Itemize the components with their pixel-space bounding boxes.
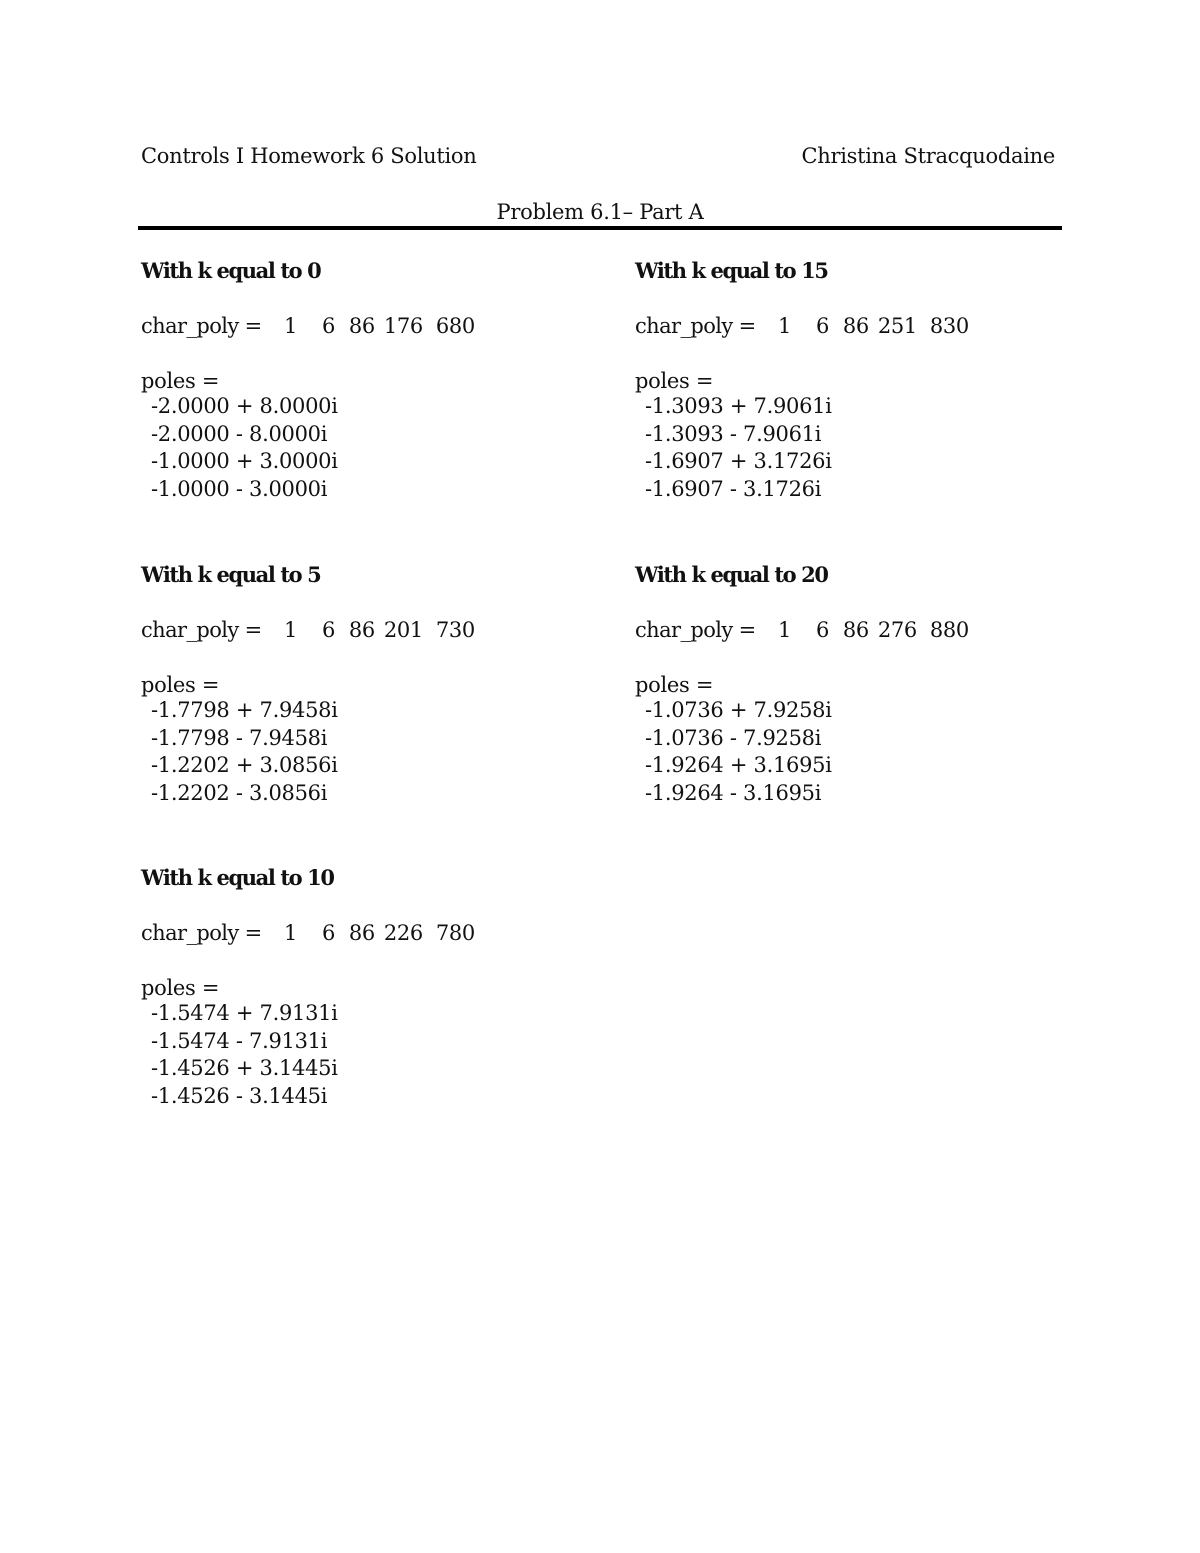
coefficient: 6 <box>321 618 335 642</box>
block-heading: With k equal to 10 <box>141 865 334 890</box>
block-heading: With k equal to 5 <box>141 562 321 587</box>
coefficient: 1 <box>778 618 792 642</box>
pole-value: -1.7798 + 7.9458i <box>151 698 338 722</box>
char-poly-label: char_poly = <box>635 618 756 642</box>
coefficient: 680 <box>435 314 475 338</box>
pole-value: -2.0000 - 8.0000i <box>151 421 328 446</box>
char-poly-label: char_poly = <box>635 314 756 338</box>
pole-value: -1.5474 - 7.9131i <box>151 1028 328 1053</box>
pole-value: -1.4526 + 3.1445i <box>151 1056 338 1080</box>
block-heading: With k equal to 20 <box>635 562 828 587</box>
coefficient: 6 <box>321 921 335 945</box>
poles-label: poles = <box>141 369 220 393</box>
block-heading: With k equal to 0 <box>141 258 321 283</box>
pole-value: -1.9264 + 3.1695i <box>645 753 832 777</box>
coefficient: 86 <box>348 314 375 338</box>
coefficient: 86 <box>348 618 375 642</box>
coefficient: 1 <box>284 618 298 642</box>
char-poly-line <box>141 917 601 949</box>
k-block-5 <box>141 559 601 807</box>
coefficient: 86 <box>842 314 869 338</box>
block-heading: With k equal to 15 <box>635 258 828 283</box>
pole-value: -2.0000 + 8.0000i <box>151 394 338 418</box>
coefficient: 1 <box>284 921 298 945</box>
document-title: Controls I Homework 6 Solution <box>141 144 477 168</box>
coefficient: 276 <box>877 618 917 642</box>
k-block-20 <box>635 559 1095 807</box>
pole-value: -1.0000 + 3.0000i <box>151 449 338 473</box>
pole-list <box>141 697 601 807</box>
coefficient: 730 <box>435 618 475 642</box>
pole-value: -1.3093 + 7.9061i <box>645 394 832 418</box>
poles-label: poles = <box>141 673 220 697</box>
pole-value: -1.2202 - 3.0856i <box>151 780 328 805</box>
pole-value: -1.2202 + 3.0856i <box>151 753 338 777</box>
coefficient: 226 <box>383 921 423 945</box>
pole-value: -1.4526 - 3.1445i <box>151 1083 328 1108</box>
char-poly-label: char_poly = <box>141 921 262 945</box>
coefficient: 830 <box>929 314 969 338</box>
pole-list <box>635 697 1095 807</box>
char-poly-line <box>141 310 601 342</box>
coefficient: 6 <box>815 618 829 642</box>
pole-value: -1.6907 - 3.1726i <box>645 476 822 501</box>
title-rule <box>138 226 1062 230</box>
coefficient: 780 <box>435 921 475 945</box>
coefficient: 86 <box>842 618 869 642</box>
coefficient: 201 <box>383 618 423 642</box>
coefficient: 6 <box>321 314 335 338</box>
pole-value: -1.3093 - 7.9061i <box>645 421 822 446</box>
pole-value: -1.6907 + 3.1726i <box>645 449 832 473</box>
k-block-15 <box>635 255 1095 503</box>
pole-value: -1.5474 + 7.9131i <box>151 1001 338 1025</box>
pole-value: -1.0736 - 7.9258i <box>645 725 822 750</box>
poles-label: poles = <box>635 673 714 697</box>
poles-label: poles = <box>635 369 714 393</box>
coefficient: 1 <box>778 314 792 338</box>
section-title: Problem 6.1– Part A <box>496 200 704 224</box>
pole-value: -1.7798 - 7.9458i <box>151 725 328 750</box>
char-poly-line <box>635 614 1095 646</box>
k-block-10 <box>141 862 601 1110</box>
char-poly-label: char_poly = <box>141 314 262 338</box>
coefficient: 176 <box>383 314 423 338</box>
coefficient: 251 <box>877 314 917 338</box>
char-poly-line <box>141 614 601 646</box>
coefficient: 1 <box>284 314 298 338</box>
coefficient: 6 <box>815 314 829 338</box>
k-block-0 <box>141 255 601 503</box>
author-name: Christina Stracquodaine <box>801 144 1055 168</box>
char-poly-label: char_poly = <box>141 618 262 642</box>
pole-list <box>141 1000 601 1110</box>
pole-value: -1.0000 - 3.0000i <box>151 476 328 501</box>
poles-label: poles = <box>141 976 220 1000</box>
pole-value: -1.0736 + 7.9258i <box>645 698 832 722</box>
pole-list <box>141 393 601 503</box>
pole-value: -1.9264 - 3.1695i <box>645 780 822 805</box>
char-poly-line <box>635 310 1095 342</box>
pole-list <box>635 393 1095 503</box>
coefficient: 880 <box>929 618 969 642</box>
coefficient: 86 <box>348 921 375 945</box>
page-header <box>141 140 1055 172</box>
